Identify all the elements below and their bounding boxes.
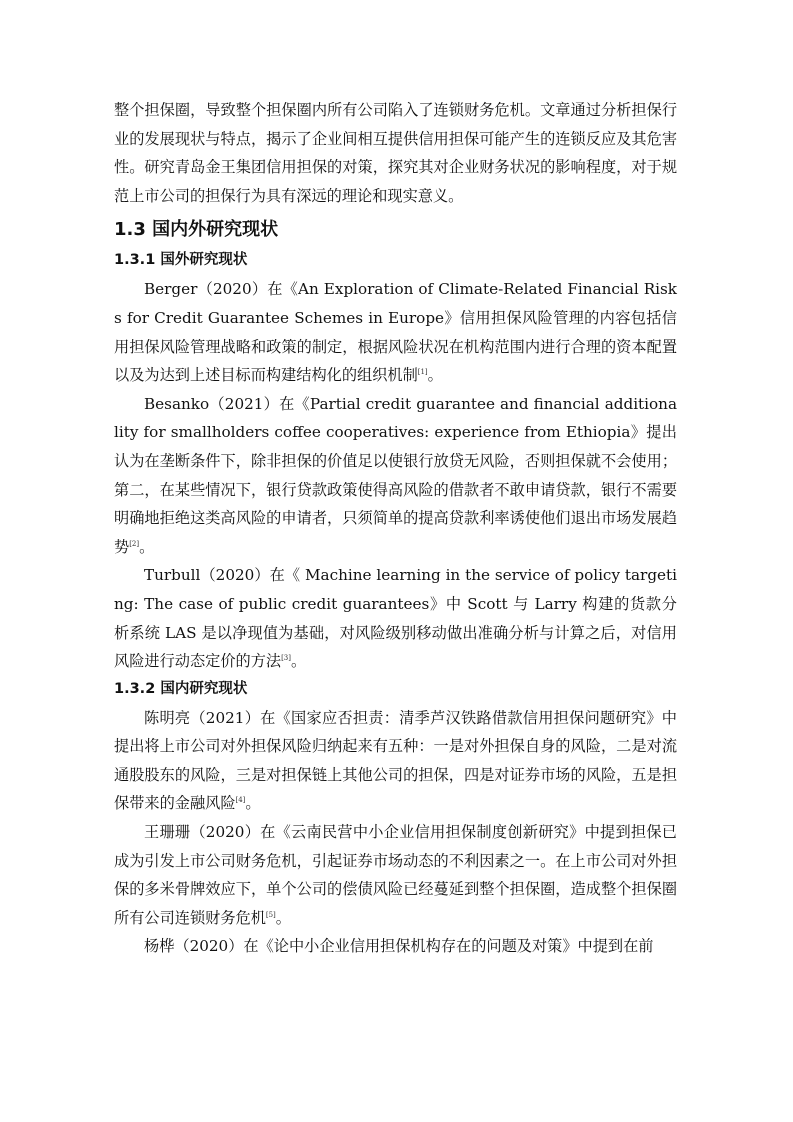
citation-4: [4] <box>235 796 246 805</box>
paragraph-wang-text: 王珊珊（2020）在《云南民营中小企业信用担保制度创新研究》中提到担保已成为引发上市公司财务危机，引起证券市场动态的不利因素之一。在上市公司对外担保的多米骨牌效应下，单个公司的偿债风险已经蔓延到整个担保圈，造成整个担保圈所有公司连锁财务危机 <box>114 823 677 927</box>
paragraph-turbull-end: 。 <box>290 652 307 671</box>
citation-3: [3] <box>281 654 291 663</box>
paragraph-besanko <box>114 390 677 562</box>
paragraph-berger-text: Berger（2020）在《An Exploration of Climate-Related Financial Risks for Credit Guarantee Schemes in Europe》信用担保风险管理的内容包括信用担保风险管理战略和政策的制定，根据风险状况在机构范围内进行合理的资本配置以及为达到上述目标而构建结构化的组织机制 <box>114 280 677 385</box>
paragraph-turbull <box>114 561 677 675</box>
paragraph-wang <box>114 818 677 932</box>
citation-5: [5] <box>265 910 276 919</box>
paragraph-yang: 杨桦（2020）在《论中小企业信用担保机构存在的问题及对策》中提到在前 <box>144 937 654 956</box>
paragraph-intro-continuation: 整个担保圈，导致整个担保圈内所有公司陷入了连锁财务危机。文章通过分析担保行业的发展现状与特点，揭示了企业间相互提供信用担保可能产生的连锁反应及其危害性。研究青岛金王集团信用担保的对策，探究其对企业财务状况的影响程度，对于规范上市公司的担保行为具有深远的理论和现实意义。 <box>114 101 677 205</box>
citation-1: [1] <box>417 368 428 377</box>
subsection-heading-1-3-2: 1.3.2 国内研究现状 <box>114 680 248 697</box>
paragraph-chen <box>114 704 677 818</box>
paragraph-chen-text: 陈明亮（2021）在《国家应否担责：清季芦汉铁路借款信用担保问题研究》中提出将上市公司对外担保风险归纳起来有五种：一是对外担保自身的风险，二是对流通股股东的风险，三是对担保链上其他公司的担保，四是对证券市场的风险，五是担保带来的金融风险 <box>114 708 677 813</box>
section-heading-1-3: 1.3 国内外研究现状 <box>114 219 279 241</box>
paragraph-berger-end: 。 <box>427 366 443 385</box>
citation-2: [2] <box>129 539 140 548</box>
document-page <box>114 96 677 961</box>
paragraph-berger <box>114 275 677 389</box>
paragraph-besanko-text: Besanko（2021）在《Partial credit guarantee and financial additionality for smallholders coffee cooperatives: experience from Ethiopia》提出认为在垄断条件下，除非担保的价值足以使银行放贷无风险，否则担保就不会使用；第二，在某些情况下，银行贷款政策使得高风险的借款者不敢申请贷款，银行不需要明确地拒绝这类高风险的申请者，只须简单的提高贷款利率诱使他们退出市场发展趋势 <box>114 394 677 556</box>
paragraph-turbull-text: Turbull（2020）在《 Machine learning in the service of policy targeting: The case of public credit guarantees》中 Scott 与 Larry 构建的货款分析系统 LAS 是以净现值为基础，对风险级别移动做出准确分析与计算之后，对信用风险进行动态定价的方法 <box>114 566 677 671</box>
subsection-heading-1-3-1: 1.3.1 国外研究现状 <box>114 252 248 269</box>
paragraph-besanko-end: 。 <box>139 537 155 556</box>
paragraph-wang-end: 。 <box>275 908 291 927</box>
paragraph-chen-end: 。 <box>245 794 261 813</box>
